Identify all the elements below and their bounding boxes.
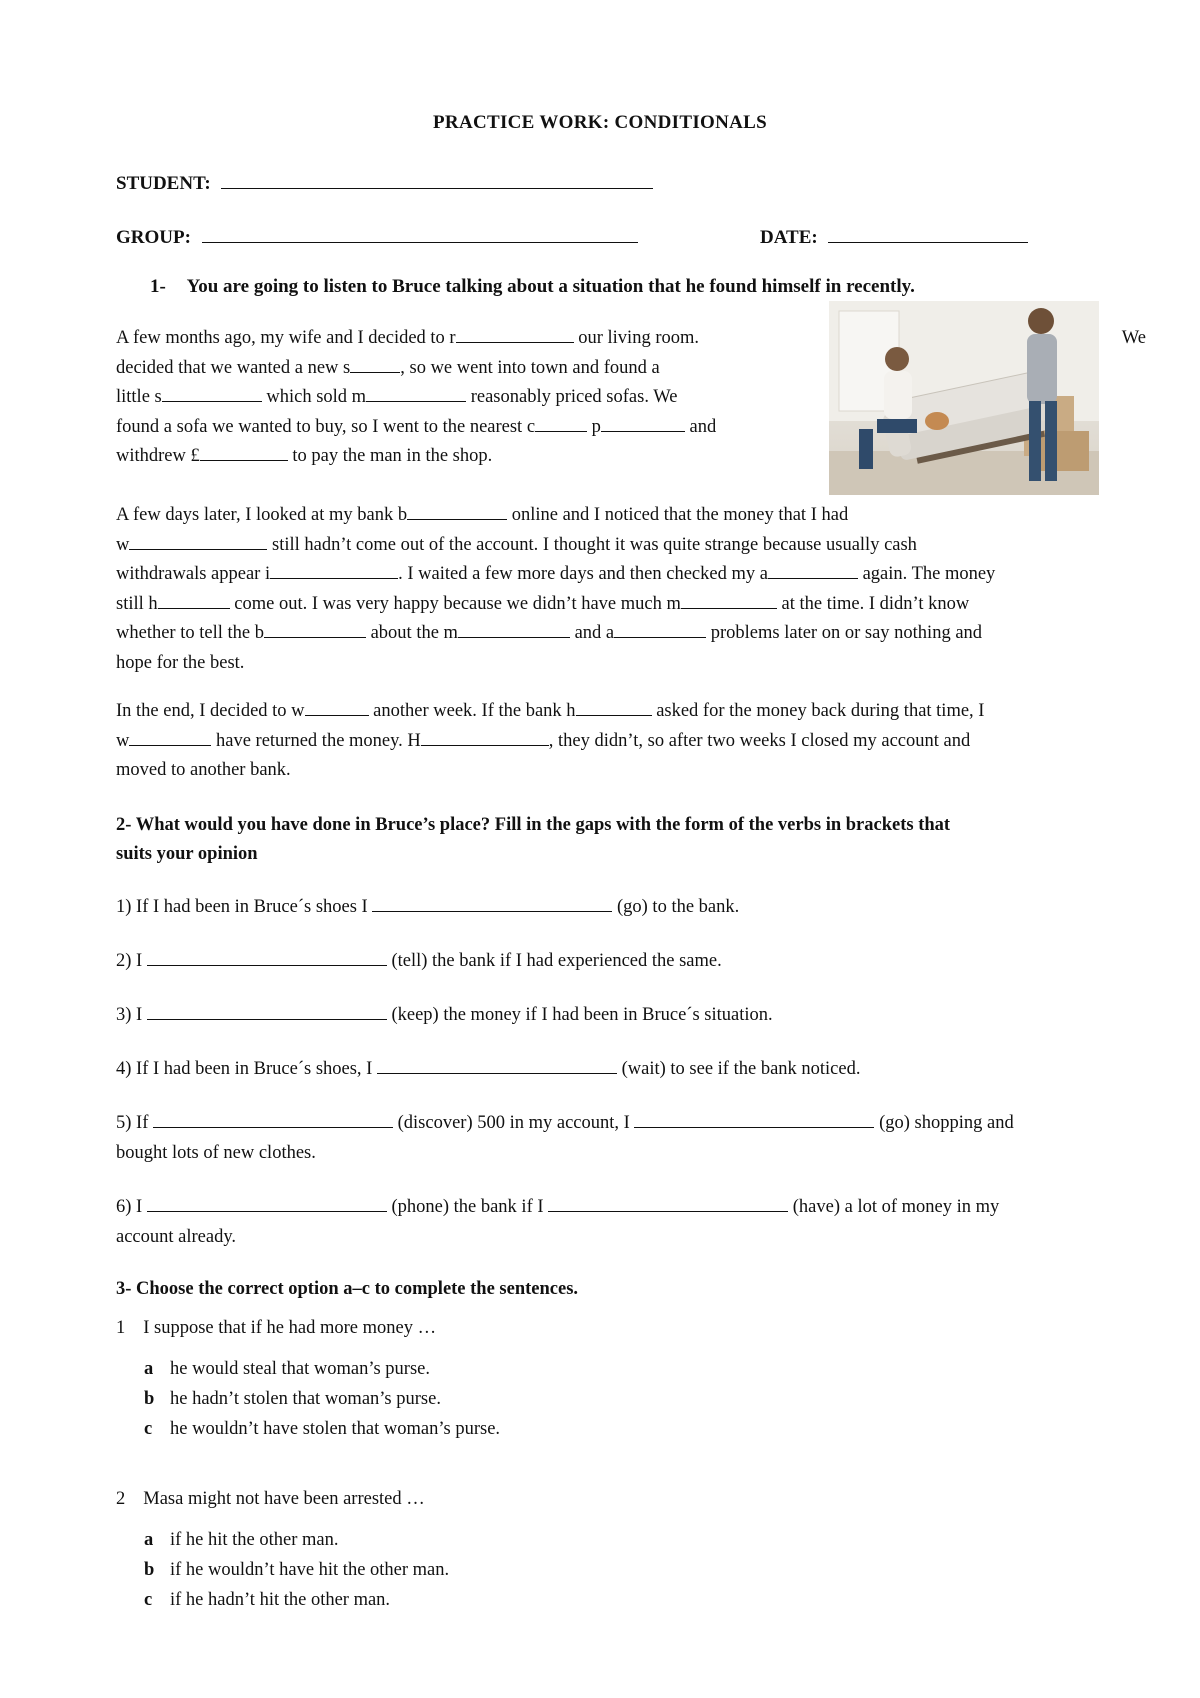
gap-blank[interactable]: [366, 387, 466, 402]
answer-blank[interactable]: [377, 1059, 617, 1074]
section1-paragraph-1: A few months ago, my wife and I decided to r our living room. We decided that we wanted a new s , so we went into town and found a little s which sold m reasonably priced sofas. We found a sofa we wanted to buy, so I went to the nearest c p and withdrew £ to pay the man in the shop.: [116, 328, 1146, 466]
gap-blank[interactable]: [768, 564, 858, 579]
gap-blank[interactable]: [305, 701, 369, 716]
couple-carrying-sofa-photo: [829, 301, 1099, 495]
sofa-photo-illustration: [829, 301, 1099, 495]
gap-blank[interactable]: [601, 417, 685, 432]
section1-paragraph-2: A few days later, I looked at my bank b online and I noticed that the money that I had w still hadn’t come out of the account. I thought it was quite strange because usually cash withdrawals appear i . I waited a few more days and then checked my a again. The money still h come out. I was very happy because we didn’t have much m at the time. I didn’t know whether to tell the b about the m and a problems later on or say nothing and hope for the best.: [116, 505, 996, 673]
gap-blank[interactable]: [456, 328, 574, 343]
option-2c[interactable]: c if he hadn’t hit the other man.: [144, 1590, 391, 1610]
section1-heading-text: You are going to listen to Bruce talking about a situation that he found himself in recently.: [186, 276, 915, 297]
gap-blank[interactable]: [129, 731, 211, 746]
option-1c[interactable]: c he wouldn’t have stolen that woman’s purse.: [144, 1419, 501, 1439]
gap-blank[interactable]: [270, 564, 398, 579]
gap-blank[interactable]: [350, 358, 400, 373]
section2-item-4: 4) If I had been in Bruce´s shoes, I (wait) to see if the bank noticed.: [116, 1059, 861, 1079]
gap-blank[interactable]: [158, 594, 230, 609]
section1-heading: [150, 276, 915, 298]
gap-blank[interactable]: [576, 701, 652, 716]
date-blank[interactable]: [828, 224, 1028, 243]
section3-question-1: 1 I suppose that if he had more money …: [116, 1318, 437, 1338]
answer-blank[interactable]: [548, 1197, 788, 1212]
gap-blank[interactable]: [421, 731, 549, 746]
group-label: GROUP:: [116, 227, 191, 248]
answer-blank[interactable]: [153, 1113, 393, 1128]
gap-blank[interactable]: [200, 446, 288, 461]
page-title: PRACTICE WORK: CONDITIONALS: [433, 112, 767, 133]
student-label: STUDENT:: [116, 173, 211, 194]
group-field: [116, 224, 638, 249]
section2-item-2: 2) I (tell) the bank if I had experienced the same.: [116, 951, 722, 971]
section3-question-2: 2 Masa might not have been arrested …: [116, 1489, 425, 1509]
date-label: DATE:: [760, 227, 818, 248]
gap-blank[interactable]: [162, 387, 262, 402]
gap-blank[interactable]: [264, 623, 366, 638]
section2-item-5: 5) If (discover) 500 in my account, I (go) shopping and bought lots of new clothes.: [116, 1113, 1014, 1163]
gap-blank[interactable]: [407, 505, 507, 520]
answer-blank[interactable]: [147, 951, 387, 966]
gap-blank[interactable]: [458, 623, 570, 638]
option-1b[interactable]: b he hadn’t stolen that woman’s purse.: [144, 1389, 441, 1409]
gap-blank[interactable]: [614, 623, 706, 638]
answer-blank[interactable]: [147, 1197, 387, 1212]
gap-blank[interactable]: [129, 535, 267, 550]
answer-blank[interactable]: [372, 897, 612, 912]
option-1a[interactable]: a he would steal that woman’s purse.: [144, 1359, 430, 1379]
date-field: [760, 224, 1028, 249]
option-2a[interactable]: a if he hit the other man.: [144, 1530, 339, 1550]
section3-heading: 3- Choose the correct option a–c to complete the sentences.: [116, 1279, 579, 1299]
student-field: [116, 170, 653, 195]
gap-blank[interactable]: [681, 594, 777, 609]
answer-blank[interactable]: [634, 1113, 874, 1128]
gap-blank[interactable]: [535, 417, 587, 432]
option-2b[interactable]: b if he wouldn’t have hit the other man.: [144, 1560, 450, 1580]
answer-blank[interactable]: [147, 1005, 387, 1020]
student-name-blank[interactable]: [221, 170, 653, 189]
group-blank[interactable]: [202, 224, 638, 243]
section2-heading: 2- What would you have done in Bruce’s place? Fill in the gaps with the form of the verbs in brackets that suits your opinion: [116, 815, 951, 864]
section1-paragraph-3: In the end, I decided to w another week. If the bank h asked for the money back during that time, I w have returned the money. H , they didn’t, so after two weeks I closed my account and moved to another bank.: [116, 701, 985, 780]
section1-number: 1-: [150, 276, 166, 297]
section2-item-3: 3) I (keep) the money if I had been in Bruce´s situation.: [116, 1005, 773, 1025]
section2-item-6: 6) I (phone) the bank if I (have) a lot of money in my account already.: [116, 1197, 1000, 1247]
section2-item-1: 1) If I had been in Bruce´s shoes I (go) to the bank.: [116, 897, 740, 917]
